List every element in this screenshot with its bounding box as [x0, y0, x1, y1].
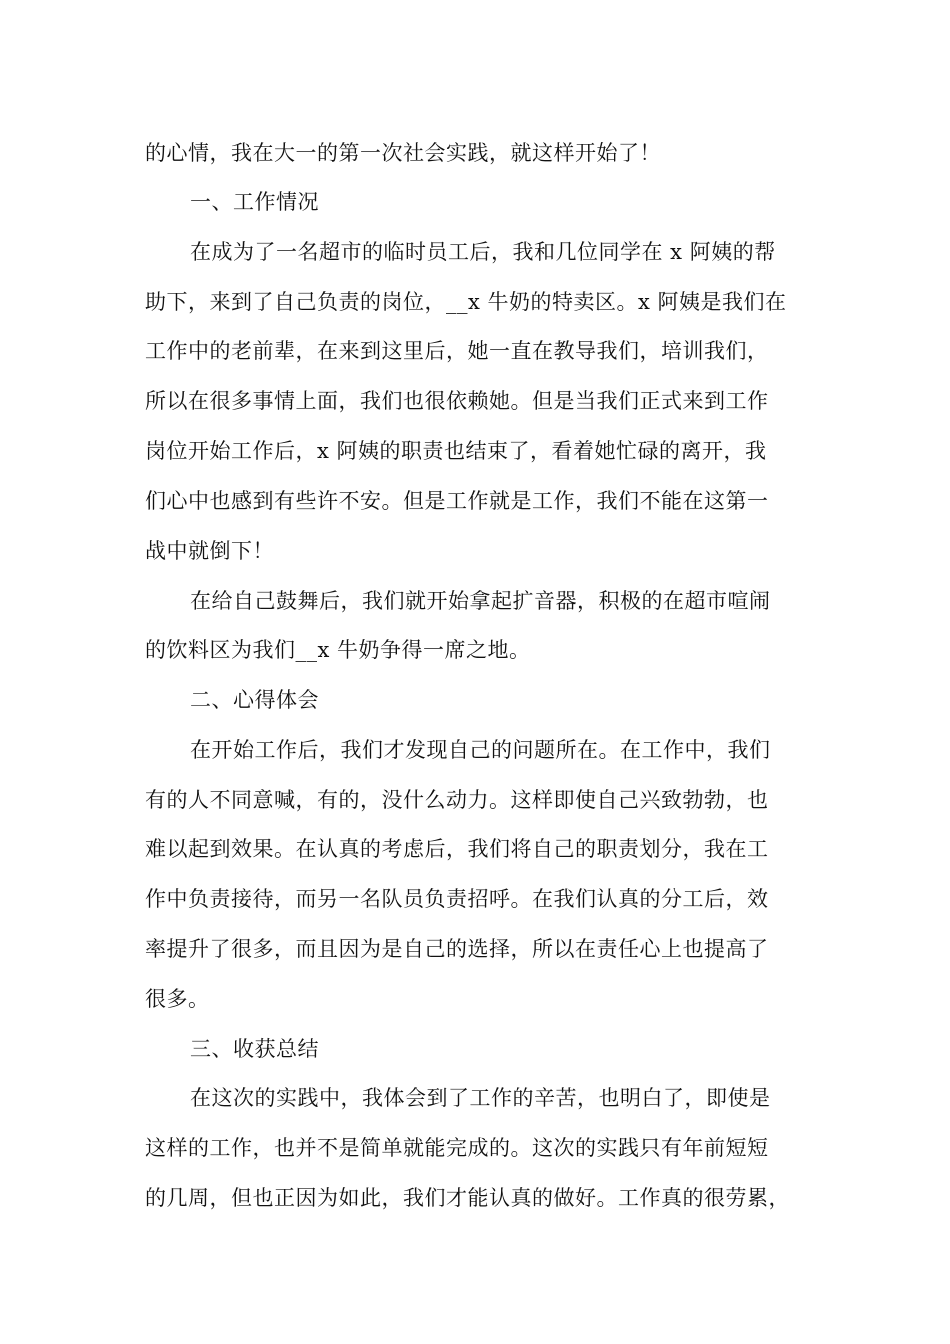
text-line: 在给自己鼓舞后，我们就开始拿起扩音器，积极的在超市喧闹: [190, 589, 771, 613]
text-line: 难以起到效果。在认真的考虑后，我们将自己的职责划分，我在工: [145, 837, 769, 861]
text-line: 助下，来到了自己负责的岗位，__x 牛奶的特卖区。x 阿姨是我们在: [145, 290, 787, 314]
text-line: 在开始工作后，我们才发现自己的问题所在。在工作中，我们: [190, 738, 771, 762]
text-line: 的几周，但也正因为如此，我们才能认真的做好。工作真的很劳累，: [145, 1186, 790, 1210]
section-heading-summary: 三、收获总结: [190, 1037, 319, 1061]
section-heading-work: 一、工作情况: [190, 190, 319, 214]
text-line: 的心情，我在大一的第一次社会实践，就这样开始了！: [145, 141, 661, 165]
text-line: 有的人不同意喊，有的，没什么动力。这样即使自己兴致勃勃，也: [145, 788, 769, 812]
text-line: 战中就倒下！: [145, 539, 274, 563]
text-line: 这样的工作，也并不是简单就能完成的。这次的实践只有年前短短: [145, 1136, 769, 1160]
text-line: 所以在很多事情上面，我们也很依赖她。但是当我们正式来到工作: [145, 389, 769, 413]
text-line: 岗位开始工作后，x 阿姨的职责也结束了，看着她忙碌的离开，我: [145, 439, 767, 463]
text-line: 很多。: [145, 987, 210, 1011]
text-line: 率提升了很多，而且因为是自己的选择，所以在责任心上也提高了: [145, 937, 769, 961]
text-line: 在这次的实践中，我体会到了工作的辛苦，也明白了，即使是: [190, 1086, 771, 1110]
text-line: 的饮料区为我们__x 牛奶争得一席之地。: [145, 638, 531, 662]
text-line: 们心中也感到有些许不安。但是工作就是工作，我们不能在这第一: [145, 489, 769, 513]
section-heading-experience: 二、心得体会: [190, 688, 319, 712]
text-line: 在成为了一名超市的临时员工后，我和几位同学在 x 阿姨的帮: [190, 240, 776, 264]
text-line: 工作中的老前辈，在来到这里后，她一直在教导我们，培训我们，: [145, 339, 769, 363]
text-line: 作中负责接待，而另一名队员负责招呼。在我们认真的分工后，效: [145, 887, 769, 911]
